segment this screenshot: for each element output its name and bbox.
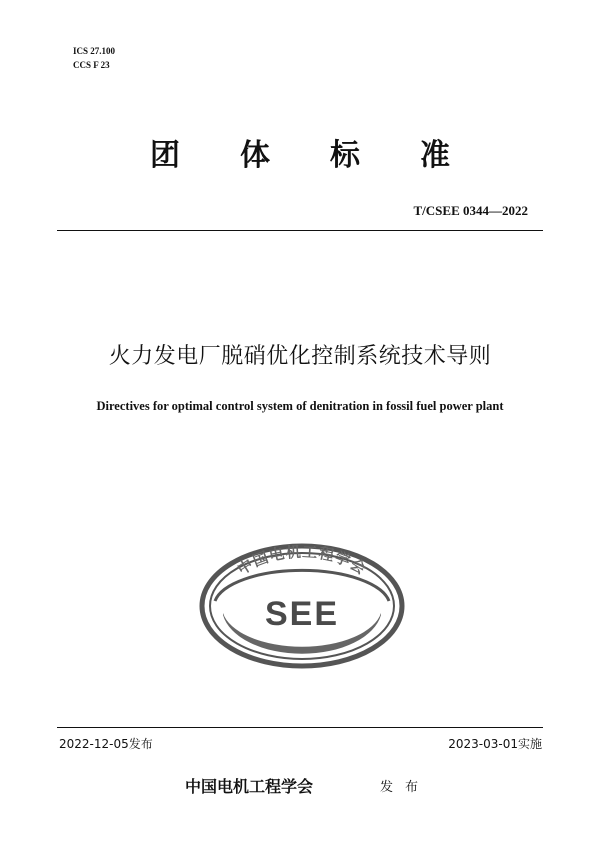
publish-label: 发布 [380,780,431,795]
publisher-name: 中国电机工程学会 [185,777,314,796]
standard-type-heading: 团体标准 [150,138,510,173]
implementation-date: 2023-03-01实施 [448,737,542,751]
standard-number: T/CSEE 0344—2022 [413,203,528,218]
emblem-arc-text: 中国电机工程学会 [234,543,370,579]
ics-code: ICS 27.100 [73,46,116,56]
issue-date: 2022-12-05发布 [59,737,153,751]
document-title-cn: 火力发电厂脱硝优化控制系统技术导则 [108,344,492,369]
emblem-acronym: SEE [264,595,340,633]
classification-codes [73,44,115,72]
ccs-code: CCS F 23 [73,60,110,70]
document-title-en: Directives for optimal control system of denitration in fossil fuel power plant [96,399,504,413]
csee-emblem-icon [199,543,405,669]
top-divider [57,230,543,231]
bottom-divider [57,727,543,728]
